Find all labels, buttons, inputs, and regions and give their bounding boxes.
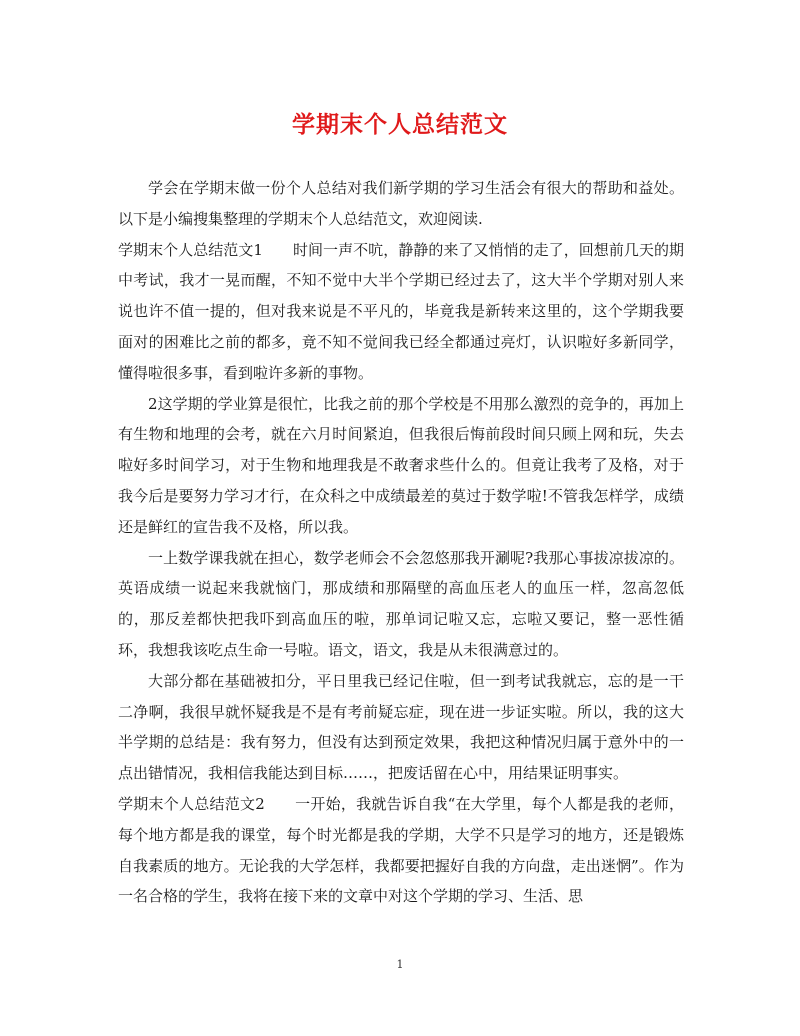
section-1-text: 时间一声不吭，静静的来了又悄悄的走了，回想前几天的期中考试，我才一晃而醒，不知不觉中大半个学期已经过去了，这大半个学期对别人来说也许不值一提的，但对我来说是不平凡的，毕竟我是新转来这里的，这个学期我要面对的困难比之前的都多，竟不知不觉间我已经全都通过亮灯，认识啦好多新同学，懂得啦很多事，看到啦许多新的事物。	[118, 240, 684, 382]
paragraph-section-1	[118, 235, 684, 389]
paragraph-summary: 大部分都在基础被扣分，平日里我已经记住啦，但一到考试我就忘，忘的是一干二净啊，我很早就怀疑我是不是有考前疑忘症，现在进一步证实啦。所以，我的这大半学期的总结是：我有努力，但没有达到预定效果，我把这种情况归属于意外中的一点出错情况，我相信我能达到目标……，把废话留在心中，用结果证明事实。	[118, 671, 684, 783]
page-number: 1	[396, 958, 404, 971]
section-heading-1: 学期末个人总结范文1	[118, 240, 263, 259]
document-title: 学期末个人总结范文	[292, 111, 508, 138]
paragraph-study-load: 2这学期的学业算是很忙，比我之前的那个学校是不用那么激烈的竞争的，再加上有生物和地理的会考，就在六月时间紧迫，但我很后悔前段时间只顾上网和玩，失去啦好多时间学习，对于生物和地理我是不敢奢求些什么的。但竟让我考了及格，对于我今后是要努力学习才行，在众科之中成绩最差的莫过于数学啦!不管我怎样学，成绩还是鲜红的宣告我不及格，所以我。	[118, 394, 684, 536]
document-body	[118, 173, 684, 912]
paragraph-math-english: 一上数学课我就在担心，数学老师会不会忽悠那我开涮呢?我那心事拔凉拔凉的。英语成绩一说起来我就恼门，那成绩和那隔壁的高血压老人的血压一样，忽高忽低的，那反差都快把我吓到高血压的啦，那单词记啦又忘，忘啦又要记，整一恶性循环，我想我该吃点生命一号啦。语文，语文，我是从未很满意过的。	[118, 548, 684, 659]
paragraph-intro: 学会在学期末做一份个人总结对我们新学期的学习生活会有很大的帮助和益处。以下是小编搜集整理的学期末个人总结范文，欢迎阅读.	[118, 179, 684, 228]
section-2-text: 一开始，我就告诉自我“在大学里，每个人都是我的老师，每个地方都是我的课堂，每个时光都是我的学期，大学不只是学习的地方，还是锻炼自我素质的地方。无论我的大学怎样，我都要把握好自我的方向盘，走出迷惘”。作为一名合格的学生，我将在接下来的文章中对这个学期的学习、生活、思	[118, 794, 685, 906]
paragraph-section-2	[118, 789, 684, 912]
section-heading-2: 学期末个人总结范文2	[118, 794, 265, 813]
